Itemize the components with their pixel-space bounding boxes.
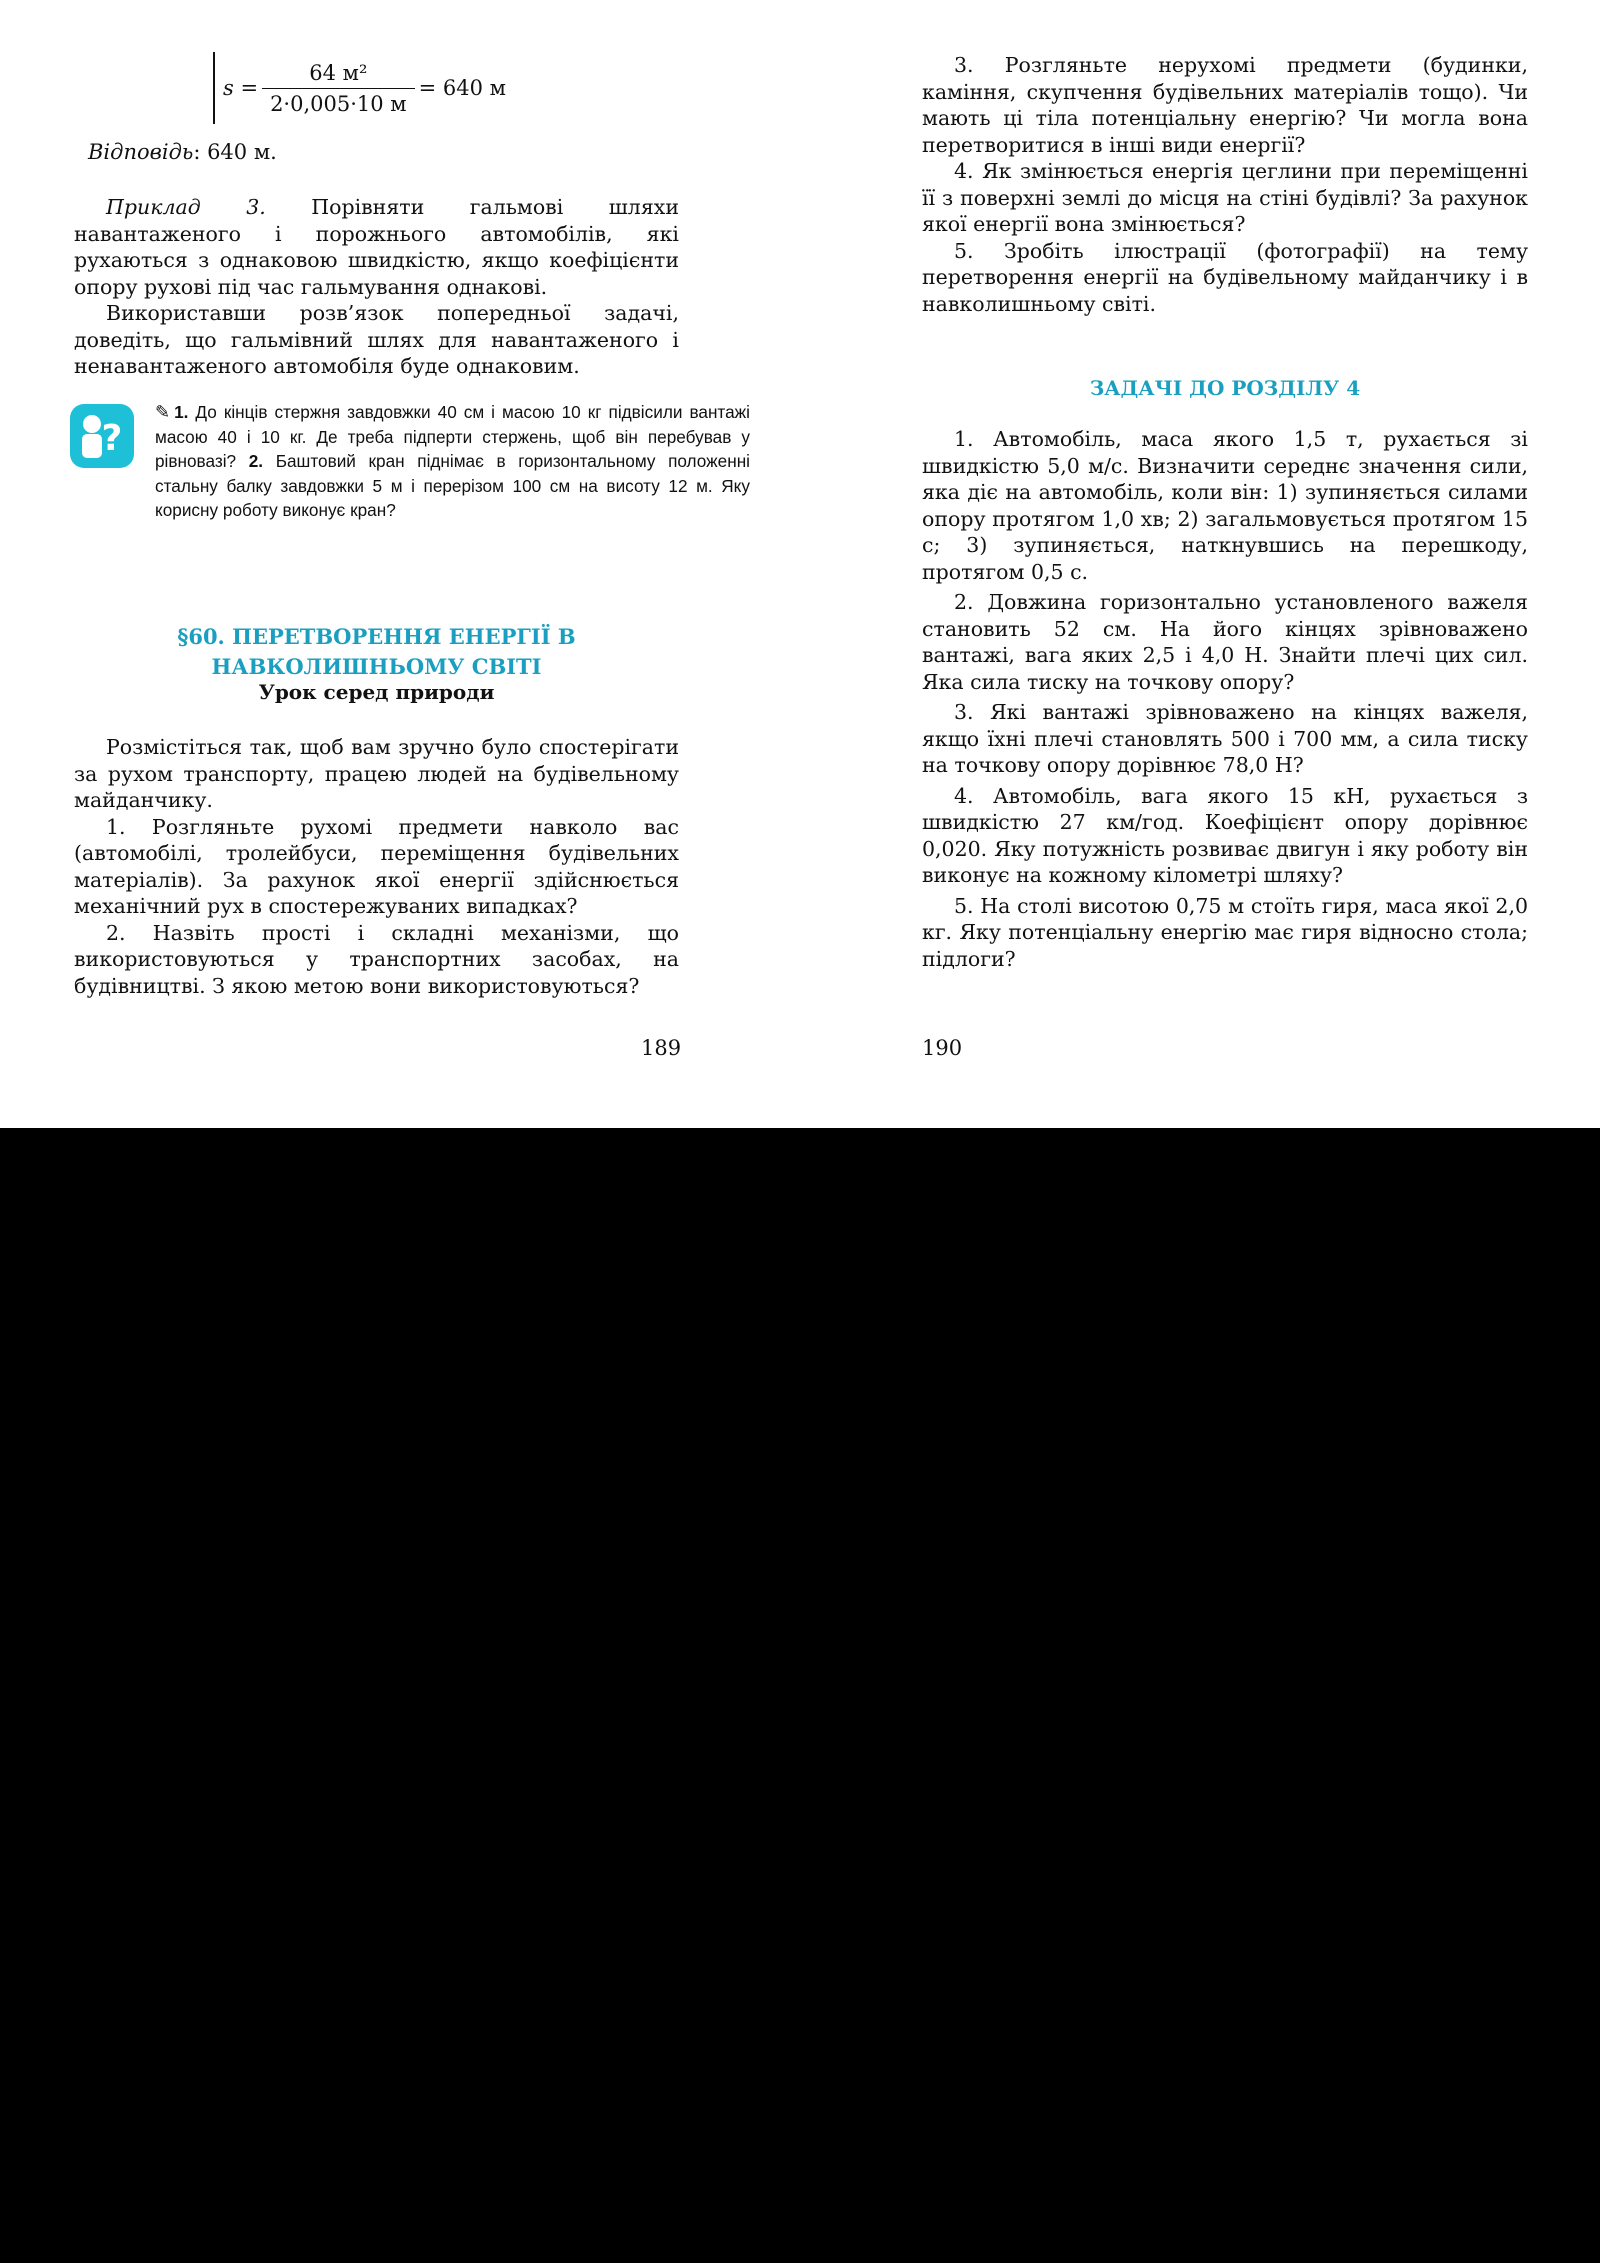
answer-value: : 640 м. [193, 140, 277, 164]
page-number-right: 190 [922, 1036, 963, 1060]
body-paragraph-1: Розмістіться так, щоб вам зручно було спостерігати за рухом транспорту, працею людей на будівельному майданчику. [74, 735, 679, 812]
example-3-text: Порівняти гальмові шляхи навантаженого і порожнього автомобілів, які рухаються з однаковою швидкістю, якщо коефіцієнти опору рухові під час гальмування однакові. [74, 195, 679, 299]
section-heading-line-1: §60. ПЕРЕТВОРЕННЯ ЕНЕРГІЇ В [177, 624, 576, 649]
task-4: 4. Автомобіль, вага якого 15 кН, рухається з швидкістю 27 км/год. Коефіцієнт опору дорівнює 0,020. Яку потужність розвиває двигун і яку роботу він виконує на кожному кілометрі шляху? [922, 783, 1528, 887]
tasks-list [922, 426, 1528, 976]
example-3 [74, 194, 679, 380]
formula-result: = 640 м [418, 76, 506, 100]
section-heading-line-2: НАВКОЛИШНЬОМУ СВІТІ [211, 654, 542, 679]
formula-numerator: 64 м² [309, 60, 368, 85]
tasks-heading: ЗАДАЧІ ДО РОЗДІЛУ 4 [1089, 376, 1361, 400]
body-paragraph-2: 1. Розгляньте рухомі предмети навколо вас (автомобілі, тролейбуси, переміщення будівельних матеріалів). За рахунок якої енергії здійснюється механічний рух в спостережуваних випадках? [74, 814, 679, 918]
svg-text:?: ? [101, 418, 123, 459]
example-3-paragraph-2: Використавши розв’язок попередньої задачі, доведіть, що гальмівний шлях для навантаженого і ненавантаженого автомобіля буде однаковим. [74, 301, 679, 378]
question-2-number: 2. [248, 451, 264, 471]
left-body-text [74, 734, 679, 999]
task-3: 3. Які вантажі зрівноважено на кінцях важеля, якщо їхні плечі становлять 500 і 700 мм, а сила тиску на точкову опору дорівнює 78,0 Н? [922, 700, 1528, 777]
right-paragraph-4: 4. Як змінюється енергія цеглини при переміщенні її з поверхні землі до місця на стіні будівлі? За рахунок якої енергії вона змінюється? [922, 159, 1528, 236]
formula [213, 52, 506, 124]
task-1: 1. Автомобіль, маса якого 1,5 т, рухається зі швидкістю 5,0 м/с. Визначити середнє значення сили, яка діє на автомобіль, коли він: 1) зупиняється силами опору протягом 1,0 хв; 2) загальмовується протягом 15 с; 3) зупиняється, наткнувшись на перешкоду, протягом 0,5 с. [922, 427, 1528, 584]
questions-text [155, 400, 750, 523]
answer-label: Відповідь [88, 140, 194, 164]
formula-lhs: s = [223, 76, 259, 100]
example-3-paragraph [74, 194, 679, 300]
questions-box [70, 400, 751, 560]
right-top-text [922, 52, 1528, 317]
left-page [0, 0, 800, 1128]
task-2: 2. Довжина горизонтально установленого важеля становить 52 см. На його кінцях зрівноважено вантажі, вага яких 2,5 і 4,0 Н. Знайти плечі цих сил. Яка сила тиску на точкову опору? [922, 590, 1528, 694]
pencil-icon: ✎ [155, 402, 171, 422]
example-3-label: Приклад 3. [106, 195, 266, 219]
task-5: 5. На столі висотою 0,75 м стоїть гиря, маса якої 2,0 кг. Яку потенціальну енергію має гиря відносно стола; підлоги? [922, 893, 1528, 971]
section-subtitle: Урок серед природи [258, 680, 495, 704]
question-2-text: Баштовий кран піднімає в горизонтальному положенні стальну балку завдовжки 5 м і перерізом 100 см на висоту 12 м. Яку корисну роботу виконує кран? [155, 451, 751, 520]
right-paragraph-5: 5. Зробіть ілюстрації (фотографії) на тему перетворення енергії на будівельному майданчику і в навколишньому світі. [922, 238, 1528, 316]
question-1-number: 1. [174, 402, 189, 422]
right-paragraph-3: 3. Розгляньте нерухомі предмети (будинки, каміння, скупчення будівельних матеріалів тощо). Чи мають ці тіла потенціальну енергію? Чи могла вона перетворитися в інші види енергії? [922, 53, 1528, 157]
formula-fraction [262, 61, 415, 116]
page-number-left: 189 [641, 1036, 682, 1060]
answer-line [88, 140, 277, 164]
book-spread [0, 0, 1600, 1128]
question-1-text: До кінців стержня завдовжки 40 см і масою 10 кг підвісили вантажі масою 40 і 10 кг. Де треба підперти стержень, щоб він перебував у рівновазі? [155, 402, 750, 471]
body-paragraph-3: 2. Назвіть прості і складні механізми, що використовуються у транспортних засобах, на будівництві. З якою метою вони використовуються? [74, 920, 679, 998]
question-icon [70, 404, 134, 468]
formula-denominator: 2·0,005·10 м [262, 88, 415, 116]
section-heading [74, 622, 679, 682]
right-page [800, 0, 1600, 1128]
